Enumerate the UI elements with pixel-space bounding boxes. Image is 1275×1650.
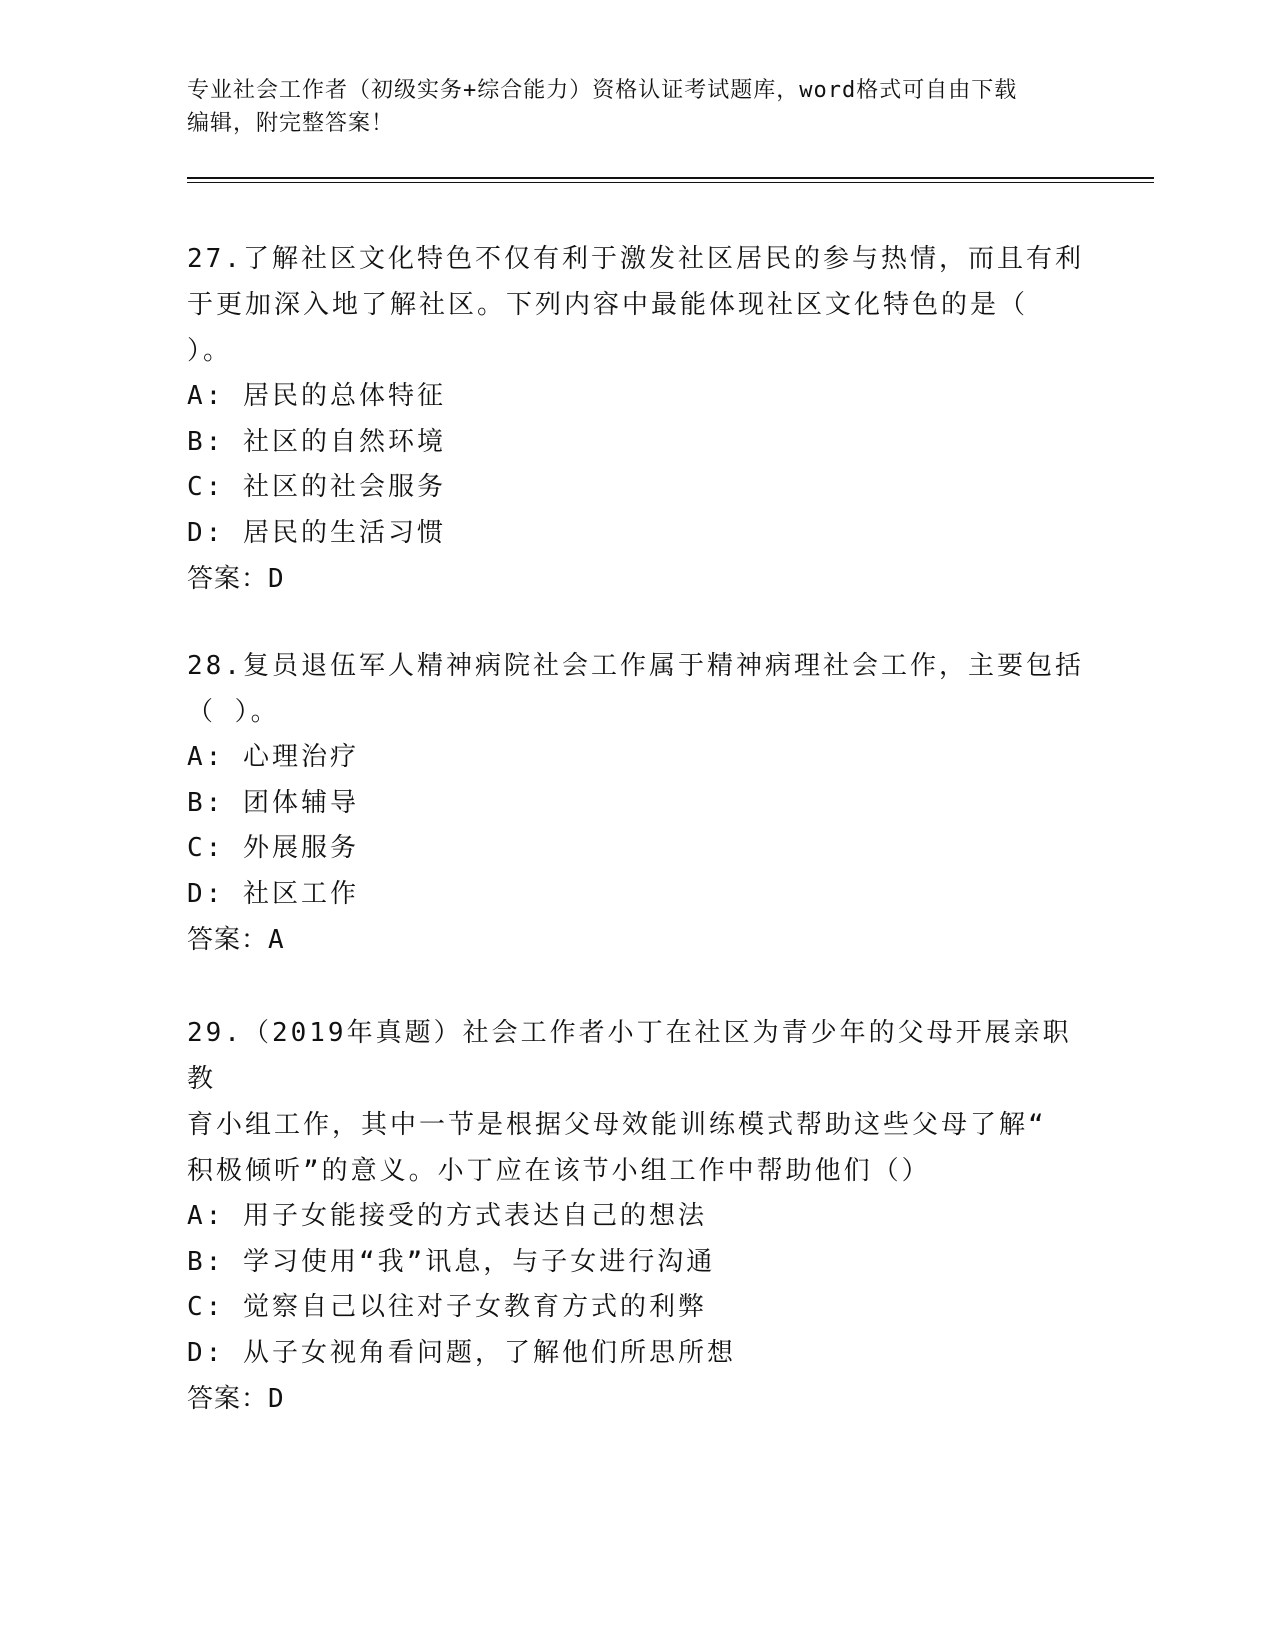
question-27 xyxy=(187,236,1087,602)
question-stem-line: ）。 xyxy=(187,336,233,366)
option-b: B: 学习使用“我”讯息，与子女进行沟通 xyxy=(187,1246,716,1277)
header-line-1: 专业社会工作者（初级实务+综合能力）资格认证考试题库，word格式可自由下载 xyxy=(187,78,1018,103)
header-divider-thin xyxy=(187,182,1154,183)
option-d: D: 社区工作 xyxy=(187,878,359,909)
answer-line: 答案：A xyxy=(187,925,285,955)
option-b: B: 社区的自然环境 xyxy=(187,426,446,457)
option-c: C: 社区的社会服务 xyxy=(187,472,446,502)
answer-line: 答案：D xyxy=(187,564,285,594)
question-29 xyxy=(187,1010,1087,1422)
header-line-2: 编辑，附完整答案！ xyxy=(187,111,395,136)
option-d: D: 居民的生活习惯 xyxy=(187,517,446,548)
option-b: B: 团体辅导 xyxy=(187,787,359,818)
option-d: D: 从子女视角看问题，了解他们所思所想 xyxy=(187,1337,736,1368)
option-c: C: 觉察自己以往对子女教育方式的利弊 xyxy=(187,1292,707,1322)
header-divider-thick xyxy=(187,177,1154,179)
question-stem-line: 29.（2019年真题）社会工作者小丁在社区为青少年的父母开展亲职教 xyxy=(187,1018,1072,1094)
question-28 xyxy=(187,643,1087,963)
question-stem-line: 28.复员退伍军人精神病院社会工作属于精神病理社会工作，主要包括 xyxy=(187,651,1084,681)
question-stem-line: 27.了解社区文化特色不仅有利于激发社区居民的参与热情，而且有利 xyxy=(187,244,1084,274)
question-stem-line: 于更加深入地了解社区。下列内容中最能体现社区文化特色的是（ xyxy=(187,290,1029,320)
question-stem-line: 育小组工作，其中一节是根据父母效能训练模式帮助这些父母了解“ xyxy=(187,1110,1047,1140)
question-stem-line: 积极倾听”的意义。小丁应在该节小组工作中帮助他们（） xyxy=(187,1156,931,1186)
option-a: A: 用子女能接受的方式表达自己的想法 xyxy=(187,1201,707,1231)
option-a: A: 心理治疗 xyxy=(187,742,359,772)
question-stem-line: （ ）。 xyxy=(187,697,280,727)
option-c: C: 外展服务 xyxy=(187,833,359,863)
page-header xyxy=(187,74,1087,140)
option-a: A: 居民的总体特征 xyxy=(187,381,446,411)
answer-line: 答案：D xyxy=(187,1384,285,1414)
